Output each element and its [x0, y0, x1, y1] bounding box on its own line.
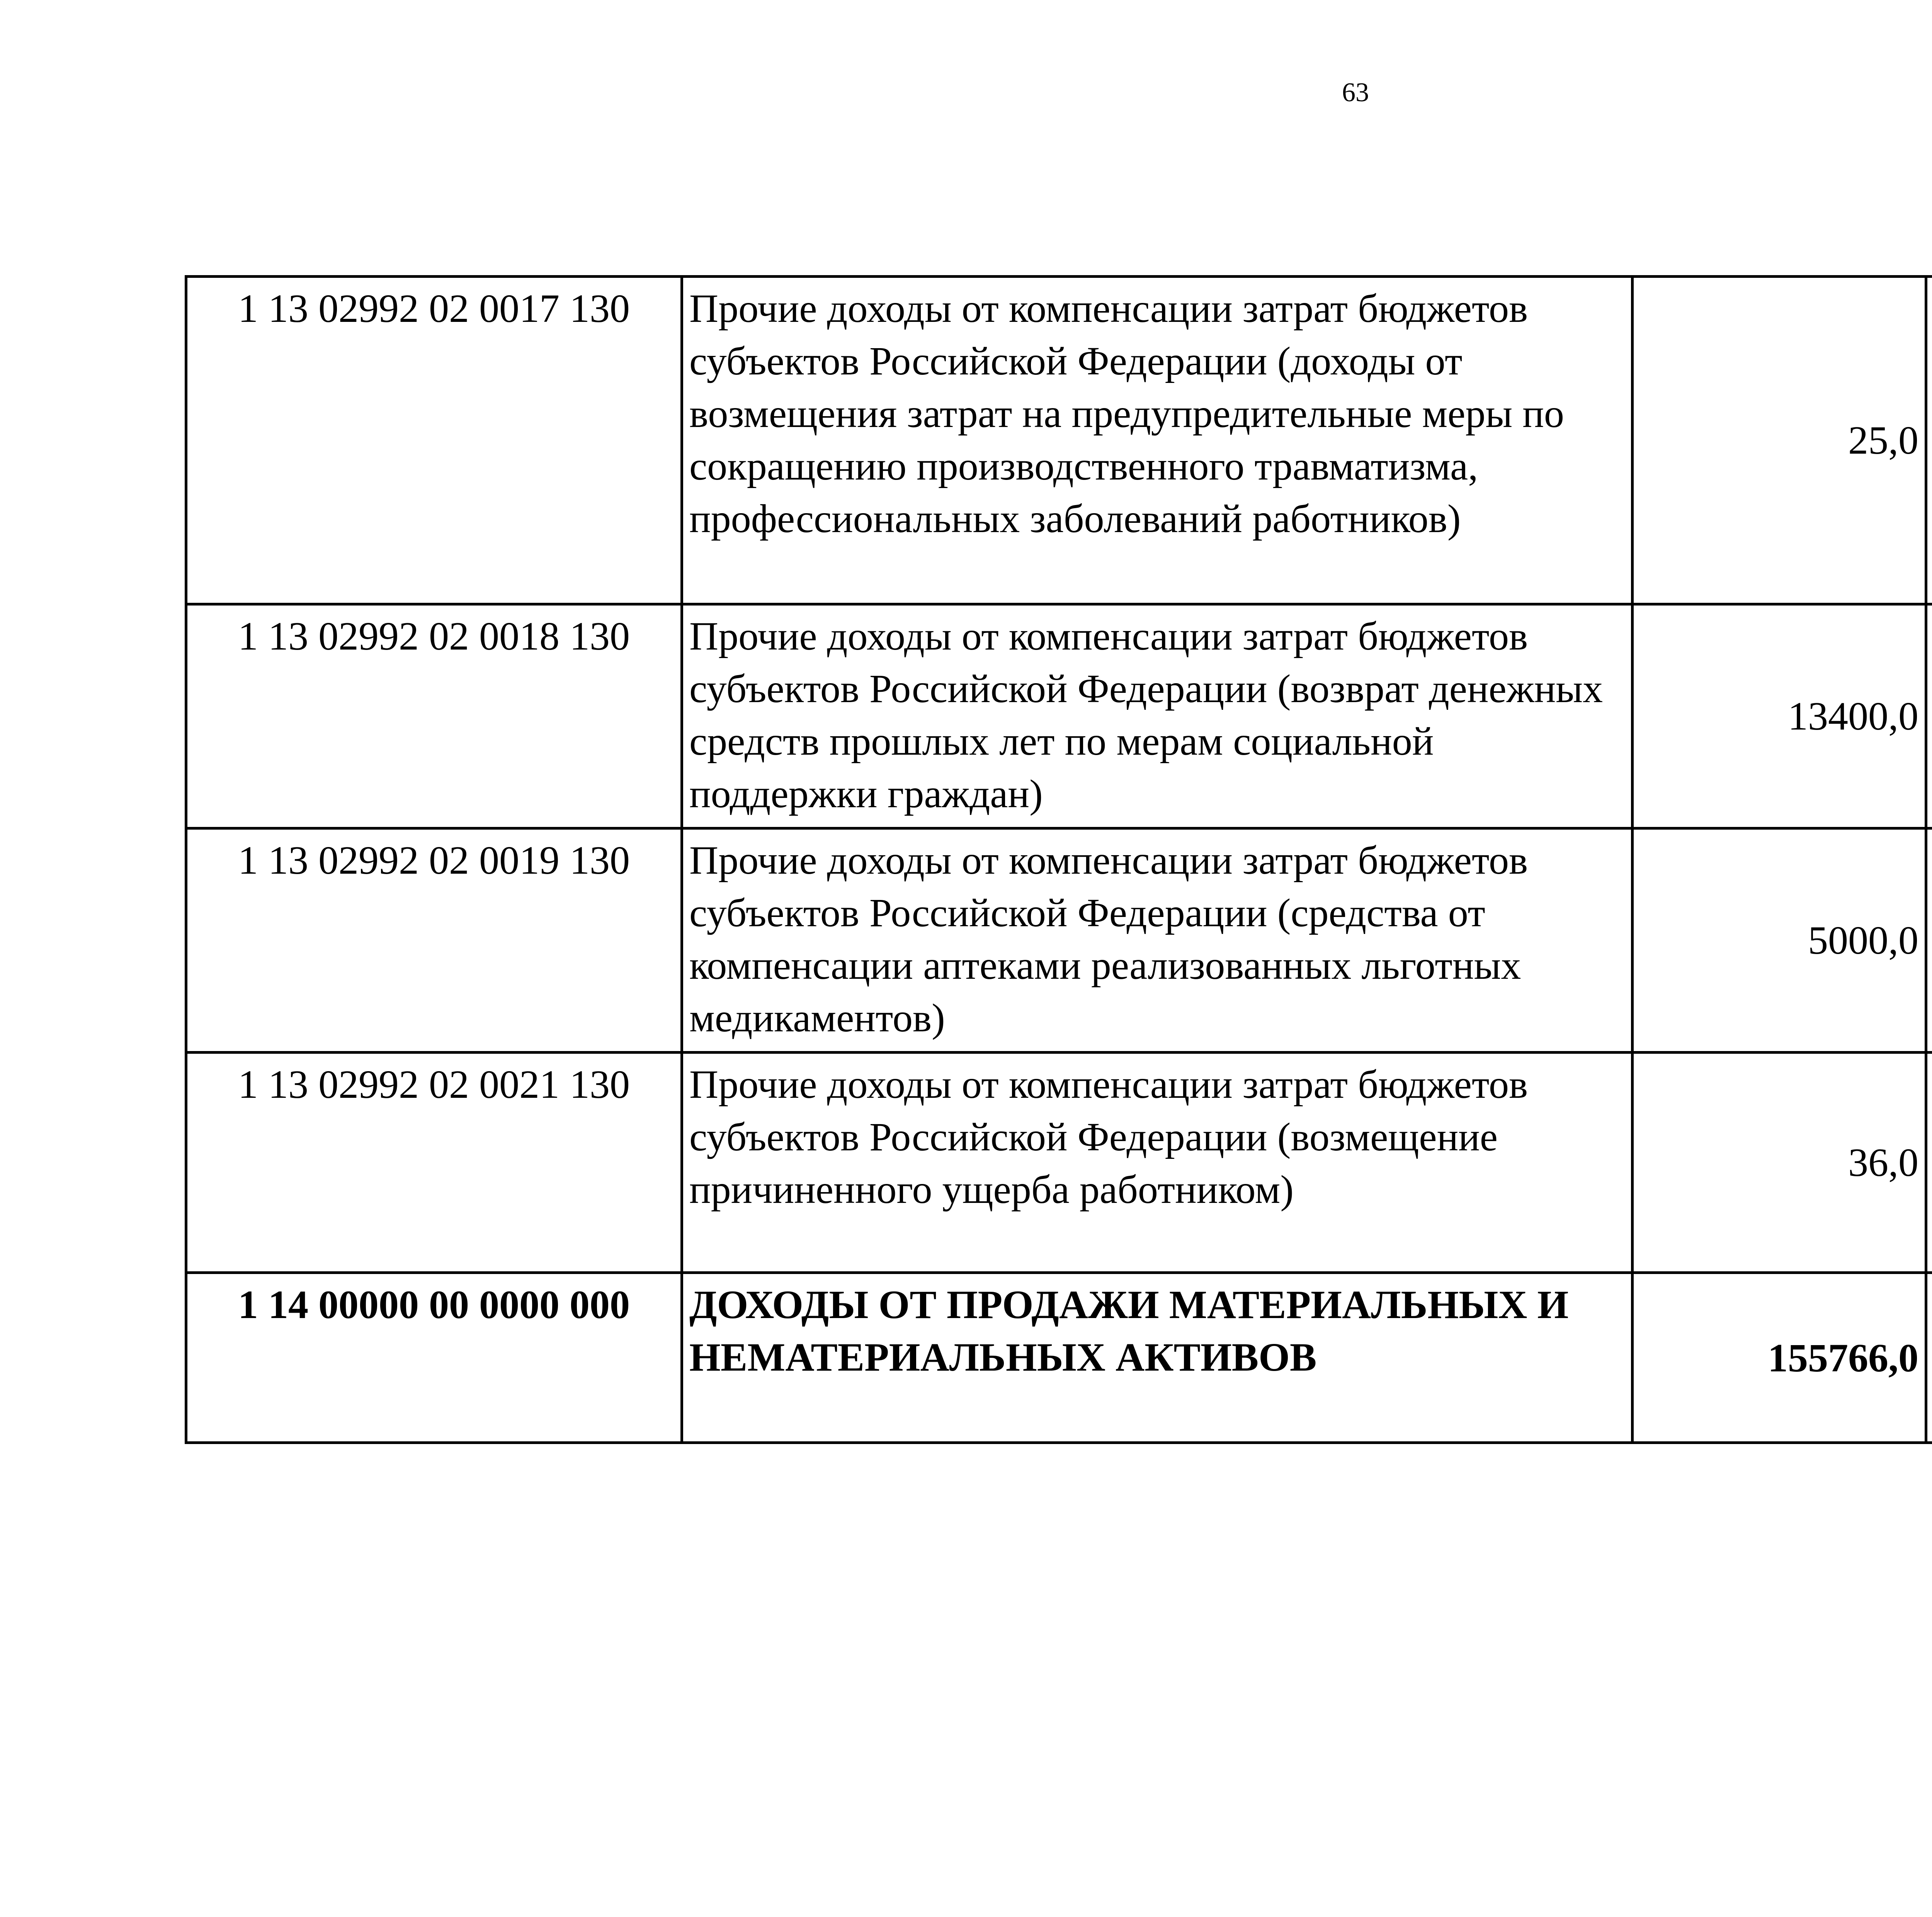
page-number: 63 — [1342, 78, 1369, 107]
table-row — [186, 1273, 1932, 1443]
revenue-code: 1 13 02992 02 0018 130 — [186, 604, 682, 828]
table-row — [186, 604, 1932, 828]
revenue-description: ДОХОДЫ ОТ ПРОДАЖИ МАТЕРИАЛЬНЫХ И НЕМАТЕРИАЛЬНЫХ АКТИВОВ — [682, 1273, 1633, 1443]
amount-col-2 — [1926, 1053, 1932, 1273]
revenue-code: 1 13 02992 02 0017 130 — [186, 277, 682, 604]
amount-col-1: 13400,0 — [1633, 604, 1926, 828]
amount-col-2 — [1926, 277, 1932, 604]
amount-col-2 — [1926, 1273, 1932, 1443]
amount-col-2 — [1926, 828, 1932, 1053]
table-row — [186, 828, 1932, 1053]
revenue-description: Прочие доходы от компенсации затрат бюджетов субъектов Российской Федерации (возврат денежных средств прошлых лет по мерам социальной поддержки граждан) — [682, 604, 1633, 828]
revenue-code: 1 13 02992 02 0019 130 — [186, 828, 682, 1053]
revenue-description: Прочие доходы от компенсации затрат бюджетов субъектов Российской Федерации (доходы от возмещения затрат на предупредительные меры по сокращению производственного травматизма, профессиональных заболеваний работников) — [682, 277, 1633, 604]
amount-col-1: 25,0 — [1633, 277, 1926, 604]
table-row — [186, 1053, 1932, 1273]
revenue-description: Прочие доходы от компенсации затрат бюджетов субъектов Российской Федерации (средства от компенсации аптеками реализованных льготных медикаментов) — [682, 828, 1633, 1053]
amount-col-1: 36,0 — [1633, 1053, 1926, 1273]
revenue-table — [185, 275, 1932, 1444]
revenue-code: 1 13 02992 02 0021 130 — [186, 1053, 682, 1273]
amount-col-2 — [1926, 604, 1932, 828]
revenue-code: 1 14 00000 00 0000 000 — [186, 1273, 682, 1443]
revenue-description: Прочие доходы от компенсации затрат бюджетов субъектов Российской Федерации (возмещение причиненного ущерба работником) — [682, 1053, 1633, 1273]
amount-col-1: 155766,0 — [1633, 1273, 1926, 1443]
table-row — [186, 277, 1932, 604]
amount-col-1: 5000,0 — [1633, 828, 1926, 1053]
